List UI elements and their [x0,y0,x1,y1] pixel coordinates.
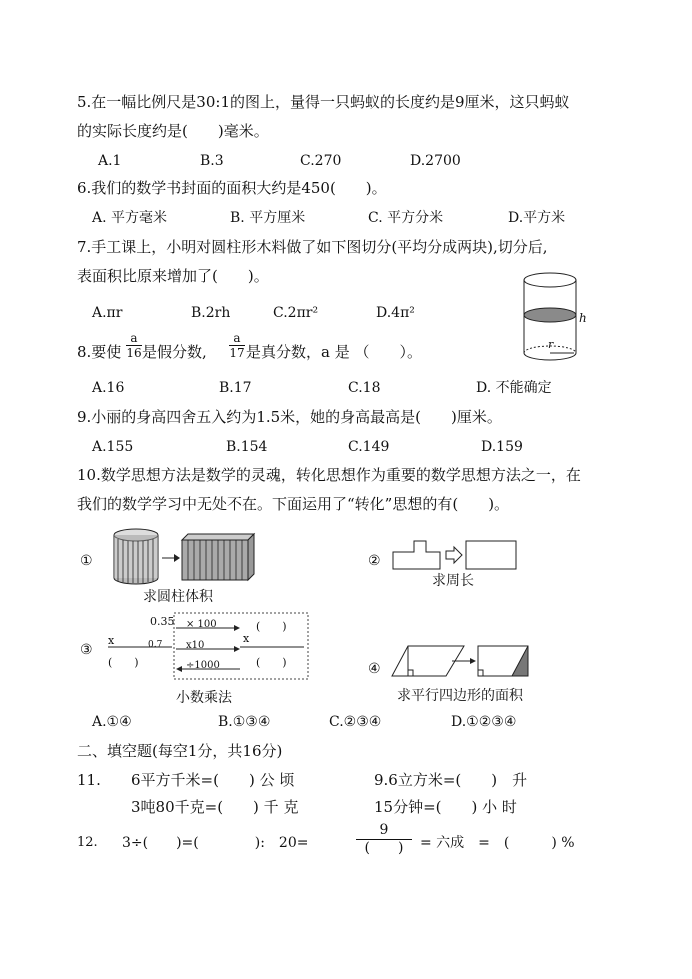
cylinder-height-label: h [579,311,587,325]
figure-3-times-100: × 100 [186,619,217,630]
q8-option-c: C.18 [348,380,381,396]
figure-2-number: ② [368,553,381,569]
q10-option-d: D.①②③④ [451,714,517,730]
q12-frac-numerator: 9 [379,822,389,838]
q7-line1: 7.手工课上，小明对圆柱形木料做了如下图切分(平均分成两块),切分后, [77,238,548,256]
figure-3-x-right: x [243,632,250,645]
figure-4-caption: 求平行四边形的面积 [397,688,523,704]
q10-option-b: B.①③④ [218,714,271,730]
q12-frac-denominator: ( ) [364,840,404,856]
q5-option-b: B.3 [200,153,224,169]
cylinder-strips-figure [112,528,262,586]
q11-number: 11. [77,771,101,789]
figure-1-number: ① [80,553,93,569]
q10-option-a: A.①④ [92,714,132,730]
q8-option-a: A.16 [92,380,125,396]
q7-option-b: B.2rh [191,305,231,321]
figure-3-x-left: x [108,634,115,647]
q8-prefix: 8.要使 [77,343,122,361]
figure-3-caption: 小数乘法 [176,690,232,706]
q8-frac1-denominator: 16 [126,346,142,360]
q8-frac1-numerator: a [130,331,138,345]
q12-number: 12. [77,835,98,850]
q12-fraction [356,822,412,857]
q5-line2: 的实际长度约是( )毫米。 [77,122,269,140]
figure-3-07: 0.7 [148,640,163,650]
q10-line1: 10.数学思想方法是数学的灵魂，转化思想作为重要的数学思想方法之一，在 [77,466,581,484]
figure-3-top-value: 0.35 [150,615,175,628]
q9-option-a: A.155 [92,439,134,455]
q8-fraction-1 [126,331,142,360]
q10-line2: 我们的数学学习中无处不在。下面运用了“转化”思想的有( )。 [77,495,510,513]
figure-4-number: ④ [368,661,381,677]
figure-3-paren-right-top: ( ) [256,620,287,633]
parallelogram-figure [390,643,532,679]
q8-frac2-denominator: 17 [229,346,245,360]
q7-option-d: D.4π² [376,305,415,321]
q5-line1: 5.在一幅比例尺是30:1的图上，量得一只蚂蚁的长度约是9厘米，这只蚂蚁 [77,93,570,111]
figure-3-divide-1000: ÷1000 [186,660,220,671]
q6-option-a: A. 平方毫米 [92,210,168,226]
q8-mid: 是假分数, [142,343,207,361]
q8-frac2-numerator: a [233,331,241,345]
q5-option-d: D.2700 [410,153,461,169]
q8-option-d: D. 不能确定 [476,380,552,396]
q5-option-c: C.270 [300,153,342,169]
cylinder-figure [518,270,588,370]
q11-item-a: 6平方千米=( ) 公 顷 [131,771,295,789]
figure-3-paren-left: ( ) [108,656,139,669]
q7-option-a: A.πr [92,305,123,321]
q11-item-b: 9.6立方米=( ) 升 [374,771,528,789]
q12-left: 3÷( )=( ): 20= [122,835,309,851]
q7-option-c: C.2πr² [273,305,319,321]
q9-option-d: D.159 [481,439,523,455]
q6-line1: 6.我们的数学书封面的面积大约是450( )。 [77,179,387,197]
q6-option-d: D.平方米 [508,210,566,226]
q6-option-b: B. 平方厘米 [230,210,306,226]
figure-3-paren-right-bottom: ( ) [256,656,287,669]
q10-option-c: C.②③④ [329,714,382,730]
figure-3-times-10: x10 [186,640,205,651]
q8-fraction-2 [229,331,245,360]
figure-2-caption: 求周长 [432,573,474,589]
q8-option-b: B.17 [219,380,252,396]
q12-right: = 六成 = ( ) % [420,835,575,851]
section-2-title: 二、填空题(每空1分，共16分) [77,742,283,760]
perimeter-figure [390,538,520,572]
q6-option-c: C. 平方分米 [368,210,444,226]
q5-option-a: A.1 [98,153,122,169]
figure-3-number: ③ [80,642,93,658]
q11-item-c: 3吨80千克=( ) 千 克 [131,798,299,816]
cylinder-radius-label: r [548,338,554,351]
q7-line2: 表面积比原来增加了( )。 [77,267,269,285]
q11-item-d: 15分钟=( ) 小 时 [374,798,517,816]
q9-line1: 9.小丽的身高四舍五入约为1.5米，她的身高最高是( )厘米。 [77,408,502,426]
figure-1-caption: 求圆柱体积 [143,589,213,605]
q8-suffix: 是真分数，a 是 （ ）。 [246,343,422,361]
q9-option-c: C.149 [348,439,390,455]
q9-option-b: B.154 [226,439,268,455]
